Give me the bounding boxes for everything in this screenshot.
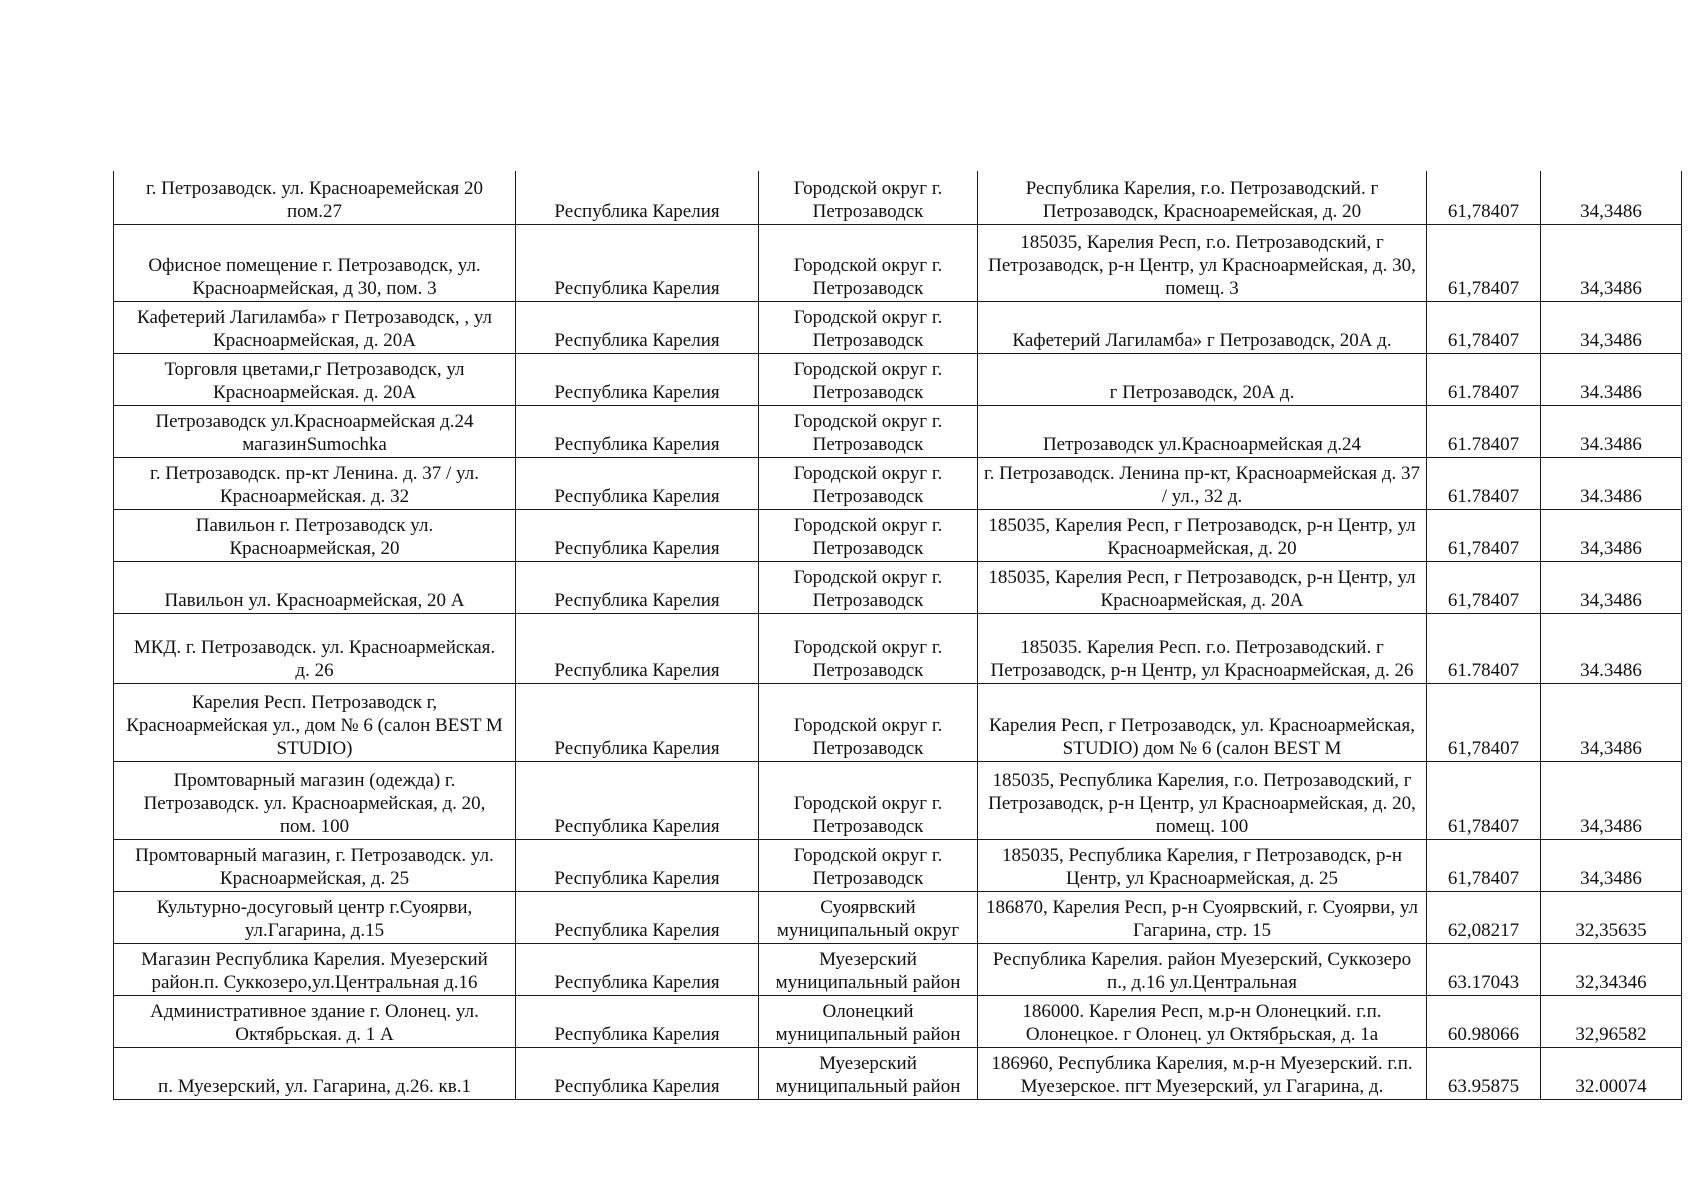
latitude-cell: 61,78407 [1427, 683, 1541, 761]
latitude-cell: 61.78407 [1427, 405, 1541, 457]
table-row [114, 224, 1682, 301]
location-name-cell: г. Петрозаводск. ул. Красноаремейская 20 пом.27 [114, 171, 516, 224]
location-name-cell: Культурно-досуговый центр г.Суоярви, ул.Гагарина, д.15 [114, 891, 516, 943]
address-cell: 185035. Карелия Респ. г.о. Петрозаводский. г Петрозаводск, р-н Центр, ул Красноармейская, д. 26 [978, 613, 1427, 683]
address-cell: Кафетерий Лагиламба» г Петрозаводск, 20А д. [978, 301, 1427, 353]
latitude-cell: 63.95875 [1427, 1047, 1541, 1099]
district-cell: Олонецкий муниципальный район [759, 995, 978, 1047]
region-cell: Республика Карелия [516, 353, 759, 405]
table-row [114, 995, 1682, 1047]
longitude-cell: 34,3486 [1541, 171, 1682, 224]
location-name-cell: Кафетерий Лагиламба» г Петрозаводск, , ул Красноармейская, д. 20А [114, 301, 516, 353]
location-name-cell: Павильон ул. Красноармейская, 20 А [114, 561, 516, 613]
table-row [114, 171, 1682, 224]
region-cell: Республика Карелия [516, 457, 759, 509]
latitude-cell: 61,78407 [1427, 509, 1541, 561]
district-cell: Городской округ г. Петрозаводск [759, 761, 978, 839]
location-name-cell: Павильон г. Петрозаводск ул. Красноармейская, 20 [114, 509, 516, 561]
latitude-cell: 61,78407 [1427, 761, 1541, 839]
district-cell: Городской округ г. Петрозаводск [759, 509, 978, 561]
region-cell: Республика Карелия [516, 891, 759, 943]
address-cell: 185035, Карелия Респ, г Петрозаводск, р-н Центр, ул Красноармейская, д. 20А [978, 561, 1427, 613]
longitude-cell: 34,3486 [1541, 761, 1682, 839]
table-body [114, 171, 1682, 1099]
district-cell: Городской округ г. Петрозаводск [759, 457, 978, 509]
table-row [114, 683, 1682, 761]
region-cell: Республика Карелия [516, 1047, 759, 1099]
address-cell: г. Петрозаводск. Ленина пр-кт, Красноармейская д. 37 / ул., 32 д. [978, 457, 1427, 509]
data-table [113, 171, 1682, 1100]
table-row [114, 405, 1682, 457]
table-row [114, 561, 1682, 613]
address-cell: 186000. Карелия Респ, м.р-н Олонецкий. г.п. Олонецкое. г Олонец. ул Октябрьская, д. 1а [978, 995, 1427, 1047]
table-row [114, 891, 1682, 943]
latitude-cell: 61.78407 [1427, 353, 1541, 405]
region-cell: Республика Карелия [516, 301, 759, 353]
latitude-cell: 60.98066 [1427, 995, 1541, 1047]
longitude-cell: 34,3486 [1541, 561, 1682, 613]
address-cell: 185035, Карелия Респ, г Петрозаводск, р-н Центр, ул Красноармейская, д. 20 [978, 509, 1427, 561]
table-row [114, 301, 1682, 353]
region-cell: Республика Карелия [516, 761, 759, 839]
table-row [114, 943, 1682, 995]
table-row [114, 761, 1682, 839]
district-cell: Городской округ г. Петрозаводск [759, 839, 978, 891]
address-cell: Петрозаводск ул.Красноармейская д.24 [978, 405, 1427, 457]
address-cell: Карелия Респ, г Петрозаводск, ул. Красноармейская, STUDIO) дом № 6 (салон BEST M [978, 683, 1427, 761]
table-row [114, 457, 1682, 509]
latitude-cell: 62,08217 [1427, 891, 1541, 943]
location-name-cell: Петрозаводск ул.Красноармейская д.24 магазинSumochka [114, 405, 516, 457]
location-name-cell: Административное здание г. Олонец. ул. Октябрьская. д. 1 А [114, 995, 516, 1047]
region-cell: Республика Карелия [516, 224, 759, 301]
longitude-cell: 32.00074 [1541, 1047, 1682, 1099]
district-cell: Городской округ г. Петрозаводск [759, 171, 978, 224]
location-name-cell: МКД. г. Петрозаводск. ул. Красноармейская. д. 26 [114, 613, 516, 683]
address-cell: 186870, Карелия Респ, р-н Суоярвский, г. Суоярви, ул Гагарина, стр. 15 [978, 891, 1427, 943]
location-name-cell: Карелия Респ. Петрозаводск г, Красноармейская ул., дом № 6 (салон BEST M STUDIO) [114, 683, 516, 761]
district-cell: Городской округ г. Петрозаводск [759, 301, 978, 353]
longitude-cell: 34.3486 [1541, 457, 1682, 509]
location-name-cell: Промтоварный магазин, г. Петрозаводск. ул. Красноармейская, д. 25 [114, 839, 516, 891]
location-name-cell: п. Муезерский, ул. Гагарина, д.26. кв.1 [114, 1047, 516, 1099]
district-cell: Городской округ г. Петрозаводск [759, 613, 978, 683]
location-name-cell: г. Петрозаводск. пр-кт Ленина. д. 37 / ул. Красноармейская. д. 32 [114, 457, 516, 509]
region-cell: Республика Карелия [516, 995, 759, 1047]
latitude-cell: 61,78407 [1427, 171, 1541, 224]
region-cell: Республика Карелия [516, 613, 759, 683]
longitude-cell: 34.3486 [1541, 613, 1682, 683]
region-cell: Республика Карелия [516, 943, 759, 995]
address-cell: Республика Карелия. район Муезерский, Суккозеро п., д.16 ул.Центральная [978, 943, 1427, 995]
latitude-cell: 61,78407 [1427, 561, 1541, 613]
address-cell: г Петрозаводск, 20А д. [978, 353, 1427, 405]
address-cell: Республика Карелия, г.о. Петрозаводский. г Петрозаводск, Красноаремейская, д. 20 [978, 171, 1427, 224]
table-row [114, 613, 1682, 683]
latitude-cell: 63.17043 [1427, 943, 1541, 995]
table-row [114, 1047, 1682, 1099]
district-cell: Городской округ г. Петрозаводск [759, 353, 978, 405]
district-cell: Городской округ г. Петрозаводск [759, 561, 978, 613]
address-cell: 185035, Республика Карелия, г.о. Петрозаводский, г Петрозаводск, р-н Центр, ул Красноармейская, д. 20, помещ. 100 [978, 761, 1427, 839]
latitude-cell: 61,78407 [1427, 301, 1541, 353]
location-name-cell: Офисное помещение г. Петрозаводск, ул. Красноармейская, д 30, пом. 3 [114, 224, 516, 301]
latitude-cell: 61.78407 [1427, 457, 1541, 509]
district-cell: Муезерский муниципальный район [759, 1047, 978, 1099]
address-cell: 186960, Республика Карелия, м.р-н Муезерский. г.п. Муезерское. пгт Муезерский, ул Гагарина, д. [978, 1047, 1427, 1099]
address-cell: 185035, Карелия Респ, г.о. Петрозаводский, г Петрозаводск, р-н Центр, ул Красноармейская, д. 30, помещ. 3 [978, 224, 1427, 301]
longitude-cell: 34,3486 [1541, 683, 1682, 761]
table-row [114, 839, 1682, 891]
region-cell: Республика Карелия [516, 171, 759, 224]
longitude-cell: 34.3486 [1541, 353, 1682, 405]
table-row [114, 509, 1682, 561]
longitude-cell: 32,35635 [1541, 891, 1682, 943]
region-cell: Республика Карелия [516, 509, 759, 561]
location-name-cell: Торговля цветами,г Петрозаводск, ул Красноармейская. д. 20А [114, 353, 516, 405]
longitude-cell: 34,3486 [1541, 509, 1682, 561]
region-cell: Республика Карелия [516, 683, 759, 761]
region-cell: Республика Карелия [516, 839, 759, 891]
region-cell: Республика Карелия [516, 561, 759, 613]
location-name-cell: Магазин Республика Карелия. Муезерский район.п. Суккозеро,ул.Центральная д.16 [114, 943, 516, 995]
location-name-cell: Промтоварный магазин (одежда) г. Петрозаводск. ул. Красноармейская, д. 20, пом. 100 [114, 761, 516, 839]
latitude-cell: 61,78407 [1427, 839, 1541, 891]
address-cell: 185035, Республика Карелия, г Петрозаводск, р-н Центр, ул Красноармейская, д. 25 [978, 839, 1427, 891]
longitude-cell: 34,3486 [1541, 224, 1682, 301]
district-cell: Городской округ г. Петрозаводск [759, 683, 978, 761]
district-cell: Муезерский муниципальный район [759, 943, 978, 995]
region-cell: Республика Карелия [516, 405, 759, 457]
longitude-cell: 34.3486 [1541, 405, 1682, 457]
district-cell: Городской округ г. Петрозаводск [759, 405, 978, 457]
latitude-cell: 61.78407 [1427, 613, 1541, 683]
longitude-cell: 32,34346 [1541, 943, 1682, 995]
longitude-cell: 34,3486 [1541, 301, 1682, 353]
district-cell: Городской округ г. Петрозаводск [759, 224, 978, 301]
longitude-cell: 34,3486 [1541, 839, 1682, 891]
district-cell: Суоярвский муниципальный округ [759, 891, 978, 943]
longitude-cell: 32,96582 [1541, 995, 1682, 1047]
latitude-cell: 61,78407 [1427, 224, 1541, 301]
table-row [114, 353, 1682, 405]
